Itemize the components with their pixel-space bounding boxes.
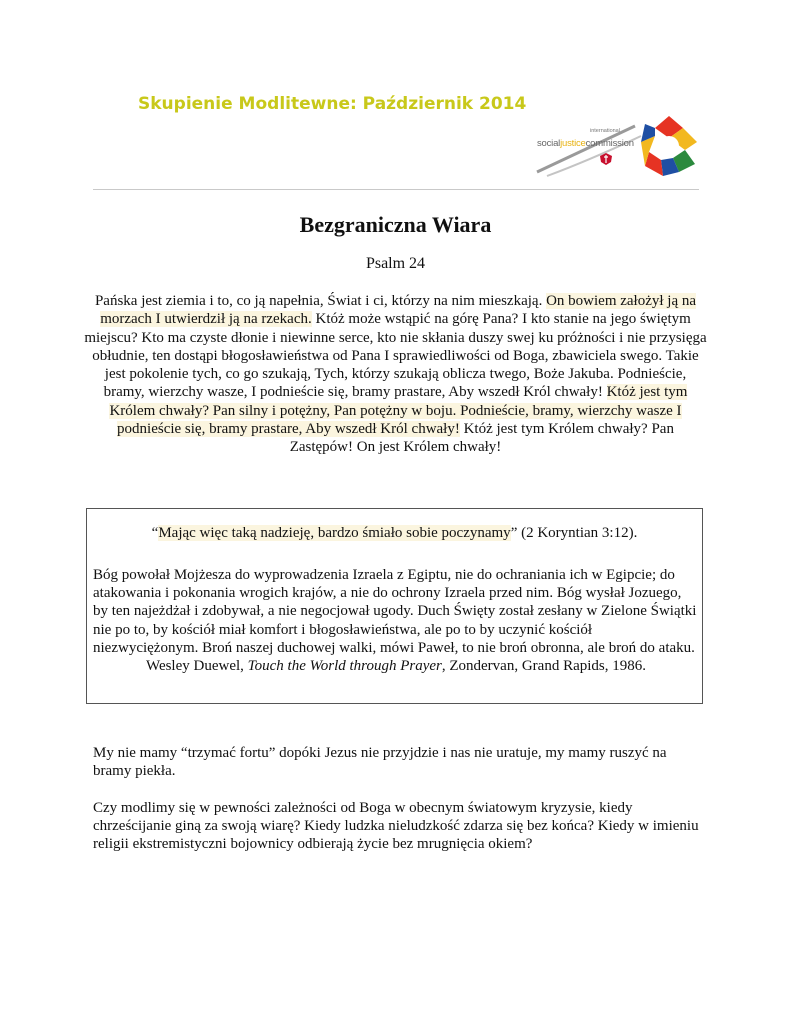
star-emblem-icon [639,114,699,180]
isjc-logo [535,112,700,182]
psalm-highlight-2: Któż jest tym Królem chwały? Pan silny i potężny, Pan potężny w boju. Podnieście, bramy, wierzchy wasze I podnieście się, bramy prastare, Aby wszedł Król chwały! [109,384,688,438]
logo-accent: justice [560,138,586,149]
paragraph-2: Czy modlimy się w pewności zależności od Boga w obecnym światowym kryzysie, kiedy chrześcijanie giną za swoją wiarę? Kiedy ludzka nieludzkość zdarza się bez końca? Kiedy w imieniu religii ekstremistyczni bojownicy odbierają życie bez mrugnięcia okiem? [93,800,699,853]
psalm-part-1: Pańska jest ziemia i to, co ją napełnia, Świat i ci, którzy na nim mieszkają. [94,293,547,309]
paragraph-1: My nie mamy “trzymać fortu” dopóki Jezus nie przyjdzie i nas nie uratuje, my mamy ruszyć na bramy piekła. [93,745,667,780]
psalm-part-2: Któż może wstąpić na górę Pana? I kto stanie na jego świętym miejscu? Kto ma czyste dłonie i niewinne serce, kto nie skłania duszy swej ku próżności i nie przysięga obłudnie, ten dostąpi błogosławieństwa od Pana I sprawiedliwości od Boga, zbawiciela swego. Takie jest pokolenie tych, co go szukają, Tych, którzy szukają oblicza twego, Boże Jakuba. Podnieście, bramy, wierzchy wasze, I podnieście się, bramy prastare, Aby wszedł Król chwały! [84,311,707,401]
quote-citation [93,657,699,675]
quote-verse [87,525,702,542]
citation-publisher: , Zondervan, Grand Rapids, 1986. [441,658,646,675]
psalm-part-3: Któż jest tym Królem chwały? Pan Zastępów! On jest Królem chwały! [289,421,674,456]
quote-body [93,566,699,675]
header-title: Skupienie Modlitewne: Październik 2014 [138,94,527,114]
header-divider [93,189,699,190]
salvation-army-shield-icon [599,152,613,166]
quote-box [86,508,703,704]
psalm-text [84,292,707,457]
citation-author: Wesley Duewel, [145,658,248,675]
logo-suffix: commission [585,138,634,149]
quote-paragraph: Bóg powołał Mojżesza do wyprowadzenia Izraela z Egiptu, nie do ochraniania ich w Egipcie; do atakowania i pokonania wrogich krajów, a nie do ochrony Izraela przed nim. Bóg wysłał Jozuego, by ten najeżdżał i zdobywał, a nie negocjował ugody. Duch Święty został zesłany w Zielone Świątki nie po to, by kościół miał komfort i błogosławieństwa, ale po to by uczynić kościół niezwyciężonym. Broń naszej duchowej walki, mówi Paweł, to nie broń obronna, ale broń do ataku. [93,567,697,656]
verse-reference: ” (2 Koryntian 3:12). [510,525,638,541]
page-title: Bezgraniczna Wiara [299,212,492,237]
psalm-highlight-1: On bowiem założył ją na morzach I utwierdził ją na rzekach. [100,293,697,328]
logo-wordmark [537,138,634,149]
verse-open-quote: “ [151,525,159,541]
psalm-reference: Psalm 24 [365,255,426,272]
logo-prefix: social [537,138,561,149]
logo-small-text: international [590,128,620,134]
verse-highlight: Mając więc taką nadzieję, bardzo śmiało sobie poczynamy [158,525,511,541]
citation-book: Touch the World through Prayer [247,658,442,675]
